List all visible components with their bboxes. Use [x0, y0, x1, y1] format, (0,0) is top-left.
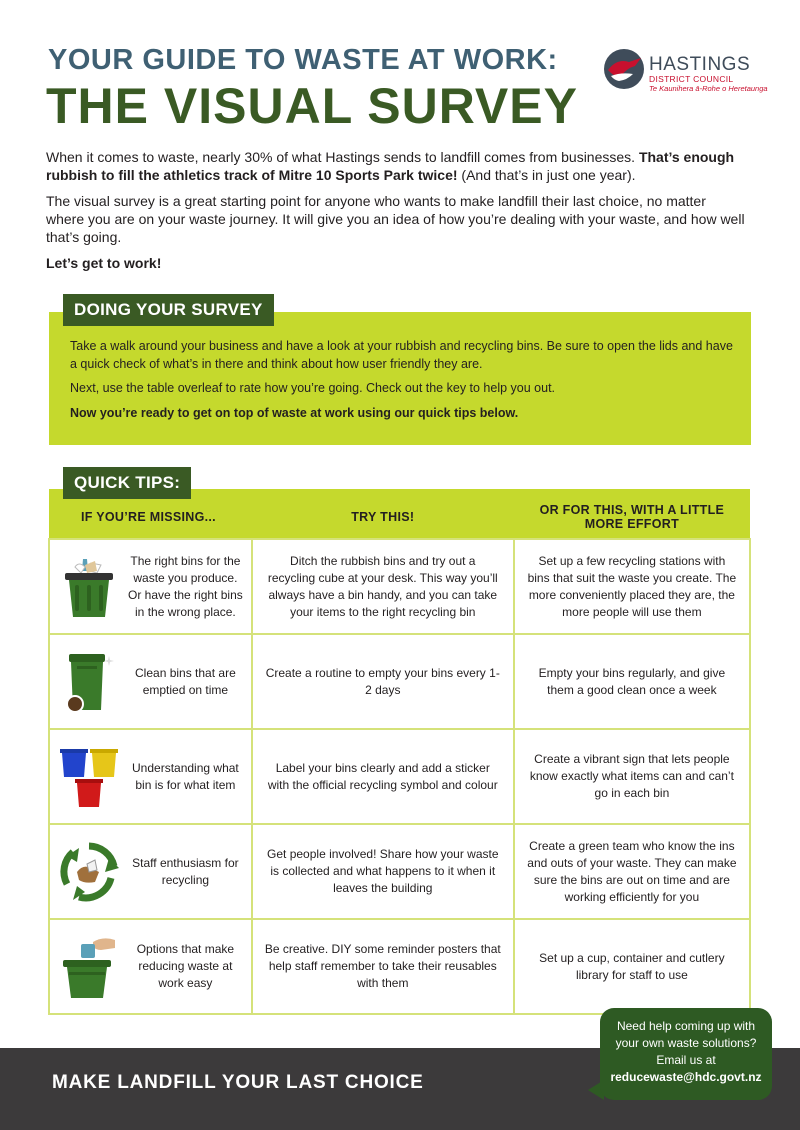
- intro-call-to-action: Let’s get to work!: [46, 255, 162, 271]
- column-header-missing: IF YOU’RE MISSING...: [49, 489, 252, 539]
- missing-text: Staff enthusiasm for recycling: [132, 855, 239, 887]
- survey-paragraph-1: Take a walk around your business and have a look at your rubbish and recycling bins. Be sure to open the lids and have a quick check of what’s in there and think about how user friendly they are.: [70, 339, 733, 371]
- missing-cell: [49, 634, 252, 729]
- recycle-hands-icon: [59, 842, 119, 902]
- title-line-1: YOUR GUIDE TO WASTE AT WORK:: [48, 44, 558, 76]
- try-this-cell: Create a routine to empty your bins every 1-2 days: [252, 634, 514, 729]
- more-effort-cell: Create a vibrant sign that lets people know exactly what items can and can’t go in each bin: [514, 729, 750, 824]
- table-row: [49, 919, 750, 1014]
- intro-p1-bold: That’s enough rubbish to fill the athletics track of Mitre 10 Sports Park twice!: [46, 149, 735, 183]
- table-row: [49, 824, 750, 919]
- more-effort-cell: Set up a cup, container and cutlery library for staff to use: [514, 919, 750, 1014]
- more-effort-cell: Create a green team who know the ins and outs of your waste. They can make sure the bins are out on time and are working efficiently for you: [514, 824, 750, 919]
- hand-dropping-cup-icon: [59, 934, 119, 1000]
- quick-tips-heading: QUICK TIPS:: [63, 467, 191, 499]
- wheelie-bin-icon: [61, 650, 117, 714]
- intro-paragraph-3: [46, 254, 746, 272]
- logo-maori-name: Te Kaunihera ā-Rohe o Heretaunga: [649, 84, 768, 93]
- help-speech-bubble: [600, 1008, 772, 1100]
- table-row: [49, 729, 750, 824]
- intro-p1-tail: (And that’s in just one year).: [457, 167, 636, 183]
- missing-cell: [49, 919, 252, 1014]
- intro-p1-text: When it comes to waste, nearly 30% of what Hastings sends to landfill comes from businesses.: [46, 149, 639, 165]
- try-this-cell: Be creative. DIY some reminder posters that help staff remember to take their reusables with them: [252, 919, 514, 1014]
- footer-slogan: MAKE LANDFILL YOUR LAST CHOICE: [52, 1072, 424, 1093]
- logo-subtitle: DISTRICT COUNCIL: [649, 74, 734, 84]
- survey-paragraph-2: Next, use the table overleaf to rate how you’re going. Check out the key to help you out.: [70, 381, 556, 395]
- hastings-logo-icon: [603, 48, 645, 90]
- missing-text: Options that make reducing waste at work easy: [136, 942, 235, 990]
- try-this-cell: Get people involved! Share how your waste is collected and what happens to it when it leaves the building: [252, 824, 514, 919]
- missing-text: The right bins for the waste you produce. Or have the right bins in the wrong place.: [128, 553, 243, 619]
- column-header-try: TRY THIS!: [252, 489, 514, 539]
- missing-cell: [49, 539, 252, 634]
- missing-cell: [49, 824, 252, 919]
- try-this-cell: Ditch the rubbish bins and try out a recycling cube at your desk. This way you’ll always have a bin handy, and you can take your items to the right recycling bin: [252, 539, 514, 634]
- missing-text: Clean bins that are emptied on time: [135, 665, 236, 697]
- quick-tips-table: [48, 489, 751, 1015]
- survey-call-to-action: Now you’re ready to get on top of waste at work using our quick tips below.: [70, 405, 519, 420]
- colour-bins-icon: [58, 745, 120, 809]
- survey-heading: DOING YOUR SURVEY: [63, 294, 274, 326]
- bin-with-rubbish-icon: [61, 555, 117, 619]
- help-text: Need help coming up with your own waste solutions? Email us at: [615, 1019, 757, 1067]
- more-effort-cell: Empty your bins regularly, and give them a good clean once a week: [514, 634, 750, 729]
- missing-cell: [49, 729, 252, 824]
- survey-text: [70, 338, 735, 429]
- contact-email-link[interactable]: reducewaste@hdc.govt.nz: [610, 1070, 762, 1084]
- column-header-effort: OR FOR THIS, WITH A LITTLE MORE EFFORT: [514, 489, 750, 539]
- try-this-cell: Label your bins clearly and add a sticker with the official recycling symbol and colour: [252, 729, 514, 824]
- intro-paragraph-2: The visual survey is a great starting point for anyone who wants to make landfill their last choice, no matter where you are on your waste journey. It will give you an idea of how you’re dealing with your waste, and how well that’s going.: [46, 193, 745, 245]
- survey-paragraph-3: [70, 405, 735, 423]
- page-title: THE VISUAL SURVEY: [46, 78, 578, 134]
- table-row: [49, 539, 750, 634]
- missing-text: Understanding what bin is for what item: [132, 760, 239, 792]
- more-effort-cell: Set up a few recycling stations with bins that suit the waste you create. The more conveniently placed they are, the more people will use them: [514, 539, 750, 634]
- intro-paragraph-1: [46, 148, 746, 184]
- logo-name: HASTINGS: [649, 54, 751, 75]
- intro-section: [46, 148, 746, 280]
- council-logo: [603, 48, 773, 98]
- table-row: [49, 634, 750, 729]
